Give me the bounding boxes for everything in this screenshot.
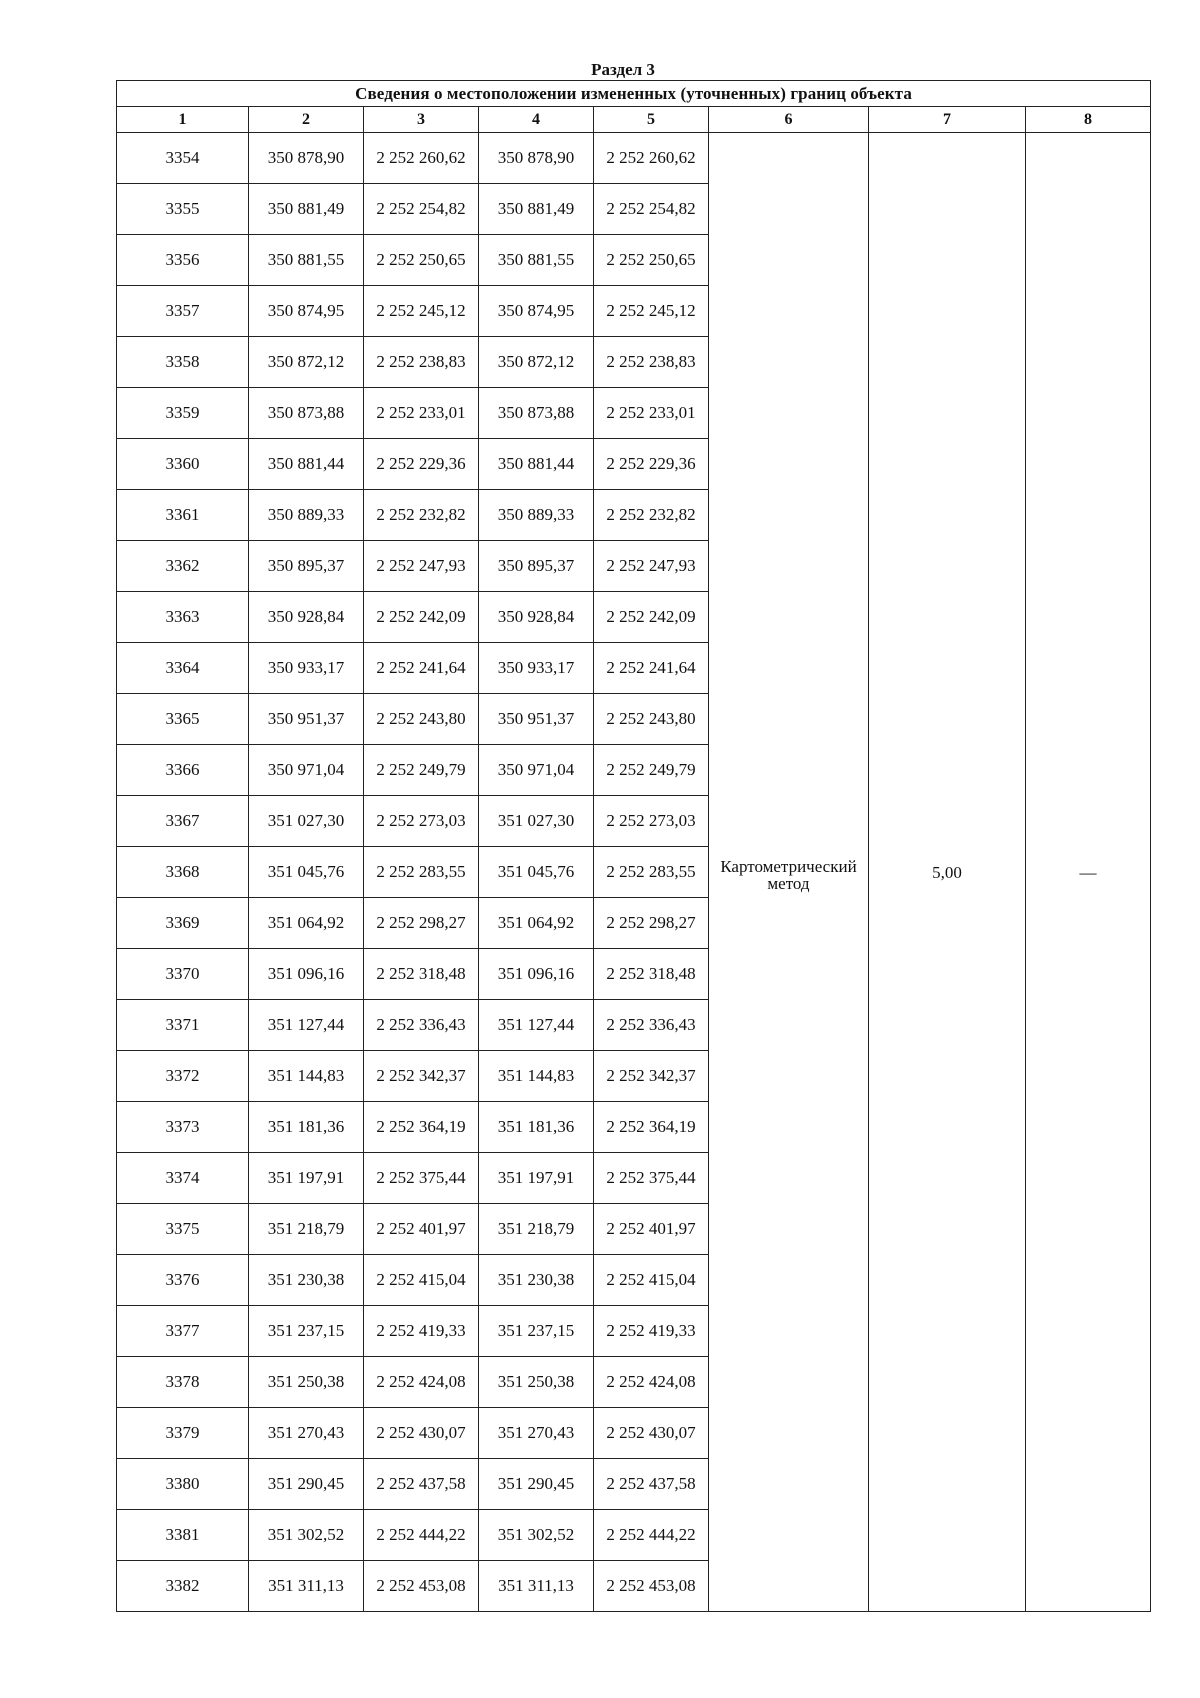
x-refined-cell: 351 237,15 [479, 1306, 594, 1357]
y-existing-cell: 2 252 260,62 [364, 133, 479, 184]
column-number-3: 3 [364, 107, 479, 133]
x-refined-cell: 351 045,76 [479, 847, 594, 898]
x-refined-cell: 350 872,12 [479, 337, 594, 388]
y-existing-cell: 2 252 375,44 [364, 1153, 479, 1204]
x-refined-cell: 351 311,13 [479, 1561, 594, 1612]
column-number-5: 5 [594, 107, 709, 133]
point-number-cell: 3368 [117, 847, 249, 898]
y-existing-cell: 2 252 437,58 [364, 1459, 479, 1510]
x-refined-cell: 350 928,84 [479, 592, 594, 643]
x-refined-cell: 351 197,91 [479, 1153, 594, 1204]
point-number-cell: 3356 [117, 235, 249, 286]
y-refined-cell: 2 252 401,97 [594, 1204, 709, 1255]
x-refined-cell: 351 027,30 [479, 796, 594, 847]
x-refined-cell: 350 881,49 [479, 184, 594, 235]
x-existing-cell: 351 027,30 [249, 796, 364, 847]
x-existing-cell: 350 881,44 [249, 439, 364, 490]
document-page [116, 60, 1150, 1612]
y-existing-cell: 2 252 250,65 [364, 235, 479, 286]
point-number-cell: 3362 [117, 541, 249, 592]
x-existing-cell: 350 872,12 [249, 337, 364, 388]
point-number-cell: 3382 [117, 1561, 249, 1612]
y-existing-cell: 2 252 430,07 [364, 1408, 479, 1459]
y-existing-cell: 2 252 453,08 [364, 1561, 479, 1612]
point-number-cell: 3374 [117, 1153, 249, 1204]
x-refined-cell: 350 881,44 [479, 439, 594, 490]
x-refined-cell: 350 971,04 [479, 745, 594, 796]
y-existing-cell: 2 252 242,09 [364, 592, 479, 643]
point-number-cell: 3372 [117, 1051, 249, 1102]
y-existing-cell: 2 252 336,43 [364, 1000, 479, 1051]
y-refined-cell: 2 252 298,27 [594, 898, 709, 949]
y-refined-cell: 2 252 419,33 [594, 1306, 709, 1357]
y-existing-cell: 2 252 241,64 [364, 643, 479, 694]
y-refined-cell: 2 252 250,65 [594, 235, 709, 286]
x-refined-cell: 351 096,16 [479, 949, 594, 1000]
x-existing-cell: 350 895,37 [249, 541, 364, 592]
column-number-2: 2 [249, 107, 364, 133]
y-refined-cell: 2 252 242,09 [594, 592, 709, 643]
table-body [117, 133, 1151, 1612]
point-number-cell: 3371 [117, 1000, 249, 1051]
point-number-cell: 3364 [117, 643, 249, 694]
column-number-7: 7 [869, 107, 1026, 133]
y-existing-cell: 2 252 243,80 [364, 694, 479, 745]
x-refined-cell: 350 873,88 [479, 388, 594, 439]
x-existing-cell: 351 270,43 [249, 1408, 364, 1459]
y-existing-cell: 2 252 419,33 [364, 1306, 479, 1357]
y-existing-cell: 2 252 318,48 [364, 949, 479, 1000]
y-refined-cell: 2 252 283,55 [594, 847, 709, 898]
y-refined-cell: 2 252 260,62 [594, 133, 709, 184]
point-number-cell: 3375 [117, 1204, 249, 1255]
x-existing-cell: 350 874,95 [249, 286, 364, 337]
x-existing-cell: 351 311,13 [249, 1561, 364, 1612]
point-number-cell: 3381 [117, 1510, 249, 1561]
x-existing-cell: 350 889,33 [249, 490, 364, 541]
x-refined-cell: 351 181,36 [479, 1102, 594, 1153]
method-cell: Картометрический метод [709, 133, 869, 1612]
x-refined-cell: 351 302,52 [479, 1510, 594, 1561]
x-existing-cell: 350 873,88 [249, 388, 364, 439]
x-existing-cell: 351 302,52 [249, 1510, 364, 1561]
x-existing-cell: 351 064,92 [249, 898, 364, 949]
point-number-cell: 3373 [117, 1102, 249, 1153]
y-refined-cell: 2 252 364,19 [594, 1102, 709, 1153]
point-number-cell: 3369 [117, 898, 249, 949]
x-existing-cell: 350 933,17 [249, 643, 364, 694]
x-existing-cell: 350 928,84 [249, 592, 364, 643]
y-existing-cell: 2 252 249,79 [364, 745, 479, 796]
y-refined-cell: 2 252 415,04 [594, 1255, 709, 1306]
x-refined-cell: 350 895,37 [479, 541, 594, 592]
x-existing-cell: 351 197,91 [249, 1153, 364, 1204]
x-refined-cell: 350 933,17 [479, 643, 594, 694]
point-number-cell: 3355 [117, 184, 249, 235]
boundary-table [116, 80, 1151, 1612]
y-refined-cell: 2 252 249,79 [594, 745, 709, 796]
y-refined-cell: 2 252 233,01 [594, 388, 709, 439]
x-refined-cell: 351 250,38 [479, 1357, 594, 1408]
x-existing-cell: 351 096,16 [249, 949, 364, 1000]
y-refined-cell: 2 252 238,83 [594, 337, 709, 388]
x-refined-cell: 351 290,45 [479, 1459, 594, 1510]
x-refined-cell: 351 127,44 [479, 1000, 594, 1051]
x-refined-cell: 351 270,43 [479, 1408, 594, 1459]
y-refined-cell: 2 252 375,44 [594, 1153, 709, 1204]
y-existing-cell: 2 252 247,93 [364, 541, 479, 592]
y-existing-cell: 2 252 245,12 [364, 286, 479, 337]
y-existing-cell: 2 252 364,19 [364, 1102, 479, 1153]
x-refined-cell: 350 881,55 [479, 235, 594, 286]
point-number-cell: 3360 [117, 439, 249, 490]
x-existing-cell: 350 881,49 [249, 184, 364, 235]
point-number-cell: 3354 [117, 133, 249, 184]
y-existing-cell: 2 252 444,22 [364, 1510, 479, 1561]
point-number-cell: 3357 [117, 286, 249, 337]
y-refined-cell: 2 252 444,22 [594, 1510, 709, 1561]
y-refined-cell: 2 252 247,93 [594, 541, 709, 592]
y-existing-cell: 2 252 233,01 [364, 388, 479, 439]
point-number-cell: 3367 [117, 796, 249, 847]
table-caption: Сведения о местоположении измененных (уточненных) границ объекта [117, 81, 1151, 107]
column-number-4: 4 [479, 107, 594, 133]
y-existing-cell: 2 252 283,55 [364, 847, 479, 898]
y-existing-cell: 2 252 415,04 [364, 1255, 479, 1306]
point-number-cell: 3358 [117, 337, 249, 388]
point-number-cell: 3370 [117, 949, 249, 1000]
x-existing-cell: 351 127,44 [249, 1000, 364, 1051]
y-existing-cell: 2 252 273,03 [364, 796, 479, 847]
x-existing-cell: 350 878,90 [249, 133, 364, 184]
point-number-cell: 3376 [117, 1255, 249, 1306]
point-number-cell: 3379 [117, 1408, 249, 1459]
y-refined-cell: 2 252 241,64 [594, 643, 709, 694]
y-refined-cell: 2 252 254,82 [594, 184, 709, 235]
point-number-cell: 3380 [117, 1459, 249, 1510]
y-existing-cell: 2 252 254,82 [364, 184, 479, 235]
y-refined-cell: 2 252 243,80 [594, 694, 709, 745]
x-refined-cell: 351 064,92 [479, 898, 594, 949]
x-existing-cell: 351 218,79 [249, 1204, 364, 1255]
y-refined-cell: 2 252 273,03 [594, 796, 709, 847]
y-refined-cell: 2 252 245,12 [594, 286, 709, 337]
y-existing-cell: 2 252 424,08 [364, 1357, 479, 1408]
y-refined-cell: 2 252 336,43 [594, 1000, 709, 1051]
x-refined-cell: 350 874,95 [479, 286, 594, 337]
y-refined-cell: 2 252 437,58 [594, 1459, 709, 1510]
accuracy-cell: 5,00 [869, 133, 1026, 1612]
x-refined-cell: 350 889,33 [479, 490, 594, 541]
x-existing-cell: 350 971,04 [249, 745, 364, 796]
point-number-cell: 3363 [117, 592, 249, 643]
y-refined-cell: 2 252 424,08 [594, 1357, 709, 1408]
y-existing-cell: 2 252 232,82 [364, 490, 479, 541]
x-existing-cell: 351 250,38 [249, 1357, 364, 1408]
x-existing-cell: 351 237,15 [249, 1306, 364, 1357]
point-number-cell: 3366 [117, 745, 249, 796]
point-number-cell: 3361 [117, 490, 249, 541]
point-number-cell: 3365 [117, 694, 249, 745]
point-number-cell: 3378 [117, 1357, 249, 1408]
y-refined-cell: 2 252 318,48 [594, 949, 709, 1000]
x-refined-cell: 351 230,38 [479, 1255, 594, 1306]
y-refined-cell: 2 252 342,37 [594, 1051, 709, 1102]
x-refined-cell: 351 218,79 [479, 1204, 594, 1255]
x-existing-cell: 351 290,45 [249, 1459, 364, 1510]
x-refined-cell: 351 144,83 [479, 1051, 594, 1102]
x-refined-cell: 350 951,37 [479, 694, 594, 745]
x-existing-cell: 351 144,83 [249, 1051, 364, 1102]
point-number-cell: 3377 [117, 1306, 249, 1357]
note-cell: — [1026, 133, 1151, 1612]
y-existing-cell: 2 252 401,97 [364, 1204, 479, 1255]
y-existing-cell: 2 252 342,37 [364, 1051, 479, 1102]
table-row [117, 133, 1151, 184]
column-number-8: 8 [1026, 107, 1151, 133]
section-title: Раздел 3 [591, 60, 655, 79]
x-existing-cell: 351 230,38 [249, 1255, 364, 1306]
y-existing-cell: 2 252 229,36 [364, 439, 479, 490]
x-existing-cell: 351 045,76 [249, 847, 364, 898]
column-number-1: 1 [117, 107, 249, 133]
x-refined-cell: 350 878,90 [479, 133, 594, 184]
y-refined-cell: 2 252 232,82 [594, 490, 709, 541]
y-existing-cell: 2 252 238,83 [364, 337, 479, 388]
column-number-6: 6 [709, 107, 869, 133]
column-number-row [117, 107, 1151, 133]
y-existing-cell: 2 252 298,27 [364, 898, 479, 949]
x-existing-cell: 351 181,36 [249, 1102, 364, 1153]
y-refined-cell: 2 252 430,07 [594, 1408, 709, 1459]
x-existing-cell: 350 881,55 [249, 235, 364, 286]
x-existing-cell: 350 951,37 [249, 694, 364, 745]
y-refined-cell: 2 252 453,08 [594, 1561, 709, 1612]
y-refined-cell: 2 252 229,36 [594, 439, 709, 490]
point-number-cell: 3359 [117, 388, 249, 439]
